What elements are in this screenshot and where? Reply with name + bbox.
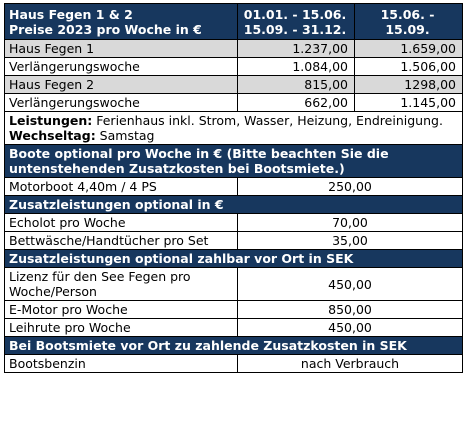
price-season-2: 1.506,00 <box>355 58 463 76</box>
price-row <box>5 94 463 112</box>
extra-sek-row <box>5 301 463 319</box>
price-table-container <box>4 3 462 373</box>
section-header-extras <box>5 196 463 214</box>
title-line-1: Haus Fegen 1 & 2 <box>9 6 133 22</box>
price-row-label: Verlängerungswoche <box>5 58 238 76</box>
extra-sek-price: 850,00 <box>238 301 463 319</box>
wechseltag-text: Samstag <box>95 128 155 143</box>
boat-label: Motorboot 4,40m / 4 PS <box>5 178 238 196</box>
wechseltag-note <box>9 128 458 143</box>
boat-cost-row <box>5 355 463 373</box>
season-1-line-1: 01.01. - 15.06. <box>243 6 347 22</box>
leistungen-note <box>9 113 458 128</box>
extra-label: Bettwäsche/Handtücher pro Set <box>5 232 238 250</box>
boat-costs-heading: Bei Bootsmiete vor Ort zu zahlende Zusatzkosten in SEK <box>5 337 463 355</box>
leistungen-text: Ferienhaus inkl. Strom, Wasser, Heizung, Endreinigung. <box>92 113 443 128</box>
price-season-2: 1.145,00 <box>355 94 463 112</box>
extra-sek-label: E-Motor pro Woche <box>5 301 238 319</box>
leistungen-label: Leistungen: <box>9 113 93 128</box>
season-1-header <box>238 4 355 40</box>
price-season-2: 1298,00 <box>355 76 463 94</box>
extras-sek-heading: Zusatzleistungen optional zahlbar vor Ort in SEK <box>5 250 463 268</box>
table-title <box>5 4 238 40</box>
price-row <box>5 76 463 94</box>
extra-sek-label: Leihrute pro Woche <box>5 319 238 337</box>
price-row-label: Haus Fegen 1 <box>5 40 238 58</box>
extra-label: Echolot pro Woche <box>5 214 238 232</box>
notes-cell <box>5 112 463 145</box>
price-season-1: 1.084,00 <box>238 58 355 76</box>
price-table <box>4 3 463 373</box>
price-season-1: 1.237,00 <box>238 40 355 58</box>
section-header-boats <box>5 145 463 178</box>
table-header-row <box>5 4 463 40</box>
section-header-boat-costs <box>5 337 463 355</box>
extra-price: 70,00 <box>238 214 463 232</box>
extra-row <box>5 214 463 232</box>
extra-sek-label: Lizenz für den See Fegen pro Woche/Person <box>5 268 238 301</box>
title-line-2: Preise 2023 pro Woche in € <box>9 21 202 37</box>
price-row-label: Haus Fegen 2 <box>5 76 238 94</box>
price-season-1: 815,00 <box>238 76 355 94</box>
price-season-2: 1.659,00 <box>355 40 463 58</box>
season-1-line-2: 15.09. - 31.12. <box>243 21 347 37</box>
extra-price: 35,00 <box>238 232 463 250</box>
boat-price: 250,00 <box>238 178 463 196</box>
boat-cost-label: Bootsbenzin <box>5 355 238 373</box>
extra-sek-row <box>5 268 463 301</box>
price-row <box>5 58 463 76</box>
extras-heading: Zusatzleistungen optional in € <box>5 196 463 214</box>
price-row <box>5 40 463 58</box>
boats-heading: Boote optional pro Woche in € (Bitte beachten Sie die untenstehenden Zusatzkosten bei Bootsmiete.) <box>5 145 463 178</box>
boat-cost-value: nach Verbrauch <box>238 355 463 373</box>
boat-row <box>5 178 463 196</box>
extra-sek-price: 450,00 <box>238 319 463 337</box>
section-header-extras-sek <box>5 250 463 268</box>
notes-row <box>5 112 463 145</box>
extra-sek-price: 450,00 <box>238 268 463 301</box>
season-2-header: 15.06. - 15.09. <box>355 4 463 40</box>
wechseltag-label: Wechseltag: <box>9 128 96 143</box>
price-row-label: Verlängerungswoche <box>5 94 238 112</box>
price-season-1: 662,00 <box>238 94 355 112</box>
extra-row <box>5 232 463 250</box>
extra-sek-row <box>5 319 463 337</box>
